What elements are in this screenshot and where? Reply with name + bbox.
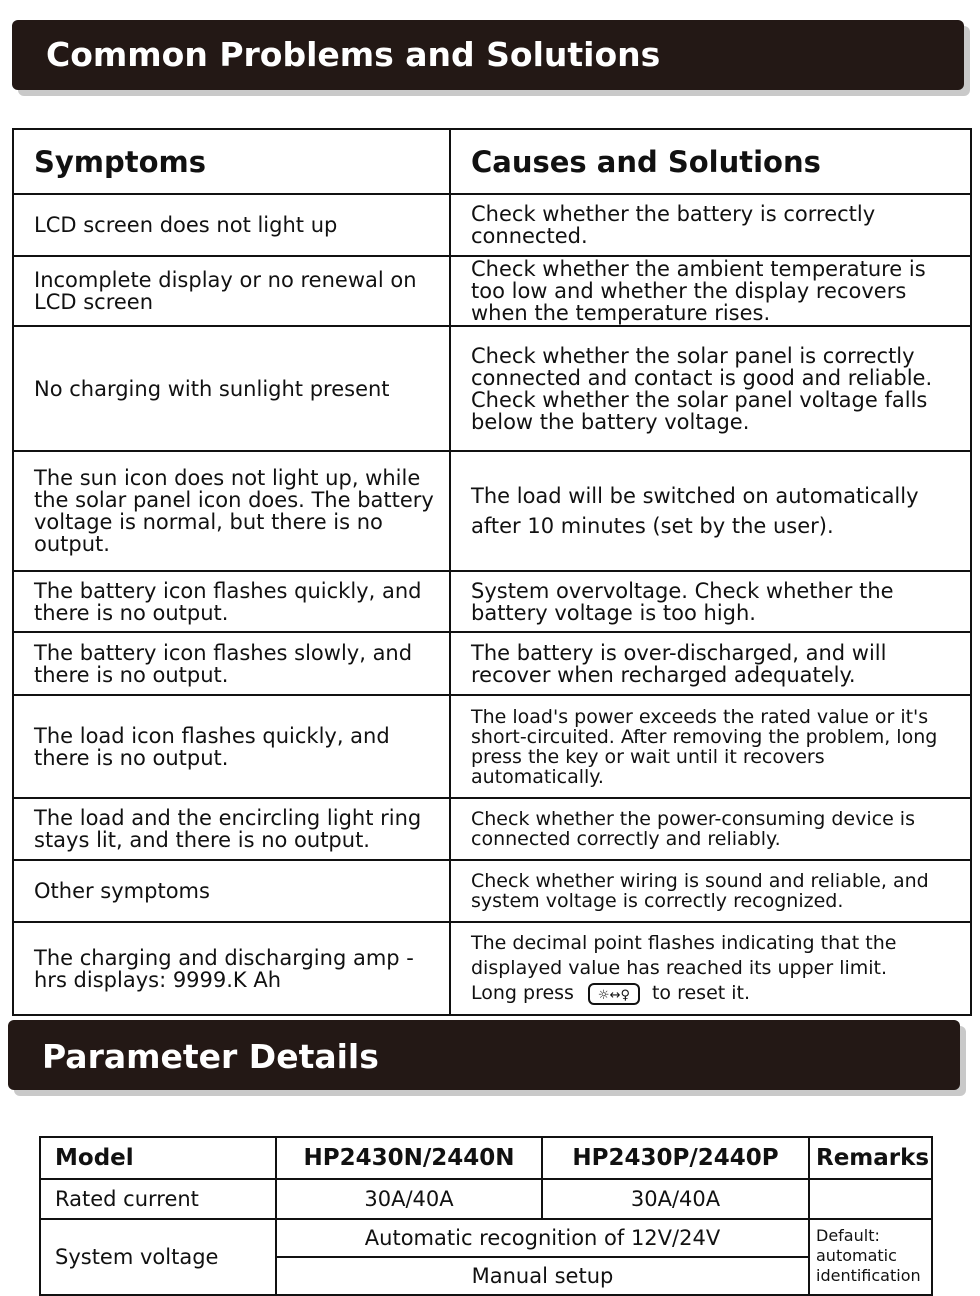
solution-cell: Check whether the solar panel is correctly connected and contact is good and reliable. Check whether the solar panel voltage falls below the battery voltage. — [450, 326, 971, 451]
problems-banner — [12, 20, 964, 90]
solution-cell: System overvoltage. Check whether the battery voltage is too high. — [450, 571, 971, 632]
light-toggle-key-icon: ☼↔♀ — [588, 983, 640, 1005]
rated-current-remark — [809, 1179, 932, 1219]
problems-table — [12, 128, 972, 1016]
problems-title: Common Problems and Solutions — [46, 35, 661, 74]
reset-text: to reset it. — [651, 982, 751, 1004]
table-row — [40, 1179, 932, 1219]
symptom-cell: The load icon flashes quickly, and there is no output. — [13, 695, 450, 798]
table-row — [13, 922, 971, 1015]
solution-cell: The battery is over-discharged, and will recover when recharged adequately. — [450, 632, 971, 695]
solution-cell: Check whether the ambient temperature is too low and whether the display recovers when the temperature rises. — [450, 256, 971, 326]
table-row — [13, 256, 971, 326]
table-row — [13, 194, 971, 256]
table-row — [13, 695, 971, 798]
model-header: Model — [40, 1137, 276, 1179]
table-row — [13, 571, 971, 632]
causes-header: Causes and Solutions — [450, 129, 971, 194]
solution-cell: The load will be switched on automatically after 10 minutes (set by the user). — [450, 451, 971, 571]
solution-cell: The load's power exceeds the rated value or it's short-circuited. After removing the problem, long press the key or wait until it recovers automatically. — [450, 695, 971, 798]
system-voltage-manual: Manual setup — [276, 1257, 809, 1295]
symptom-cell: The load and the encircling light ring stays lit, and there is no output. — [13, 798, 450, 860]
symptom-cell: The sun icon does not light up, while the solar panel icon does. The battery voltage is normal, but there is no output. — [13, 451, 450, 571]
symptom-cell: The charging and discharging amp -hrs displays: 9999.K Ah — [13, 922, 450, 1015]
table-row — [13, 632, 971, 695]
symptom-cell: The battery icon flashes slowly, and there is no output. — [13, 632, 450, 695]
table-row — [40, 1219, 932, 1257]
system-voltage-remark: Default: automatic identification — [809, 1219, 932, 1295]
model-col1-header: HP2430N/2440N — [276, 1137, 542, 1179]
remarks-header: Remarks — [809, 1137, 932, 1179]
symptom-cell: The battery icon flashes quickly, and there is no output. — [13, 571, 450, 632]
symptom-cell: Other symptoms — [13, 860, 450, 922]
system-voltage-auto: Automatic recognition of 12V/24V — [276, 1219, 809, 1257]
solution-line — [471, 981, 960, 1006]
symptoms-header: Symptoms — [13, 129, 450, 194]
table-row — [13, 451, 971, 571]
symptom-cell: Incomplete display or no renewal on LCD screen — [13, 256, 450, 326]
rated-current-label: Rated current — [40, 1179, 276, 1219]
rated-current-value-1: 30A/40A — [276, 1179, 542, 1219]
table-header-row — [13, 129, 971, 194]
params-table — [39, 1136, 933, 1296]
params-title: Parameter Details — [42, 1037, 379, 1076]
table-row — [13, 798, 971, 860]
symptom-cell: No charging with sunlight present — [13, 326, 450, 451]
solution-line: The decimal point flashes indicating that the — [471, 932, 897, 954]
solution-cell — [450, 922, 971, 1015]
system-voltage-label: System voltage — [40, 1219, 276, 1295]
table-row — [13, 860, 971, 922]
params-header-row — [40, 1137, 932, 1179]
params-banner — [8, 1020, 960, 1090]
rated-current-value-2: 30A/40A — [542, 1179, 809, 1219]
solution-line: displayed value has reached its upper limit. — [471, 957, 888, 979]
solution-cell: Check whether the power-consuming device is connected correctly and reliably. — [450, 798, 971, 860]
symptom-cell: LCD screen does not light up — [13, 194, 450, 256]
solution-cell: Check whether the battery is correctly connected. — [450, 194, 971, 256]
model-col2-header: HP2430P/2440P — [542, 1137, 809, 1179]
table-row — [13, 326, 971, 451]
long-press-text: Long press — [471, 982, 574, 1004]
solution-cell: Check whether wiring is sound and reliable, and system voltage is correctly recognized. — [450, 860, 971, 922]
